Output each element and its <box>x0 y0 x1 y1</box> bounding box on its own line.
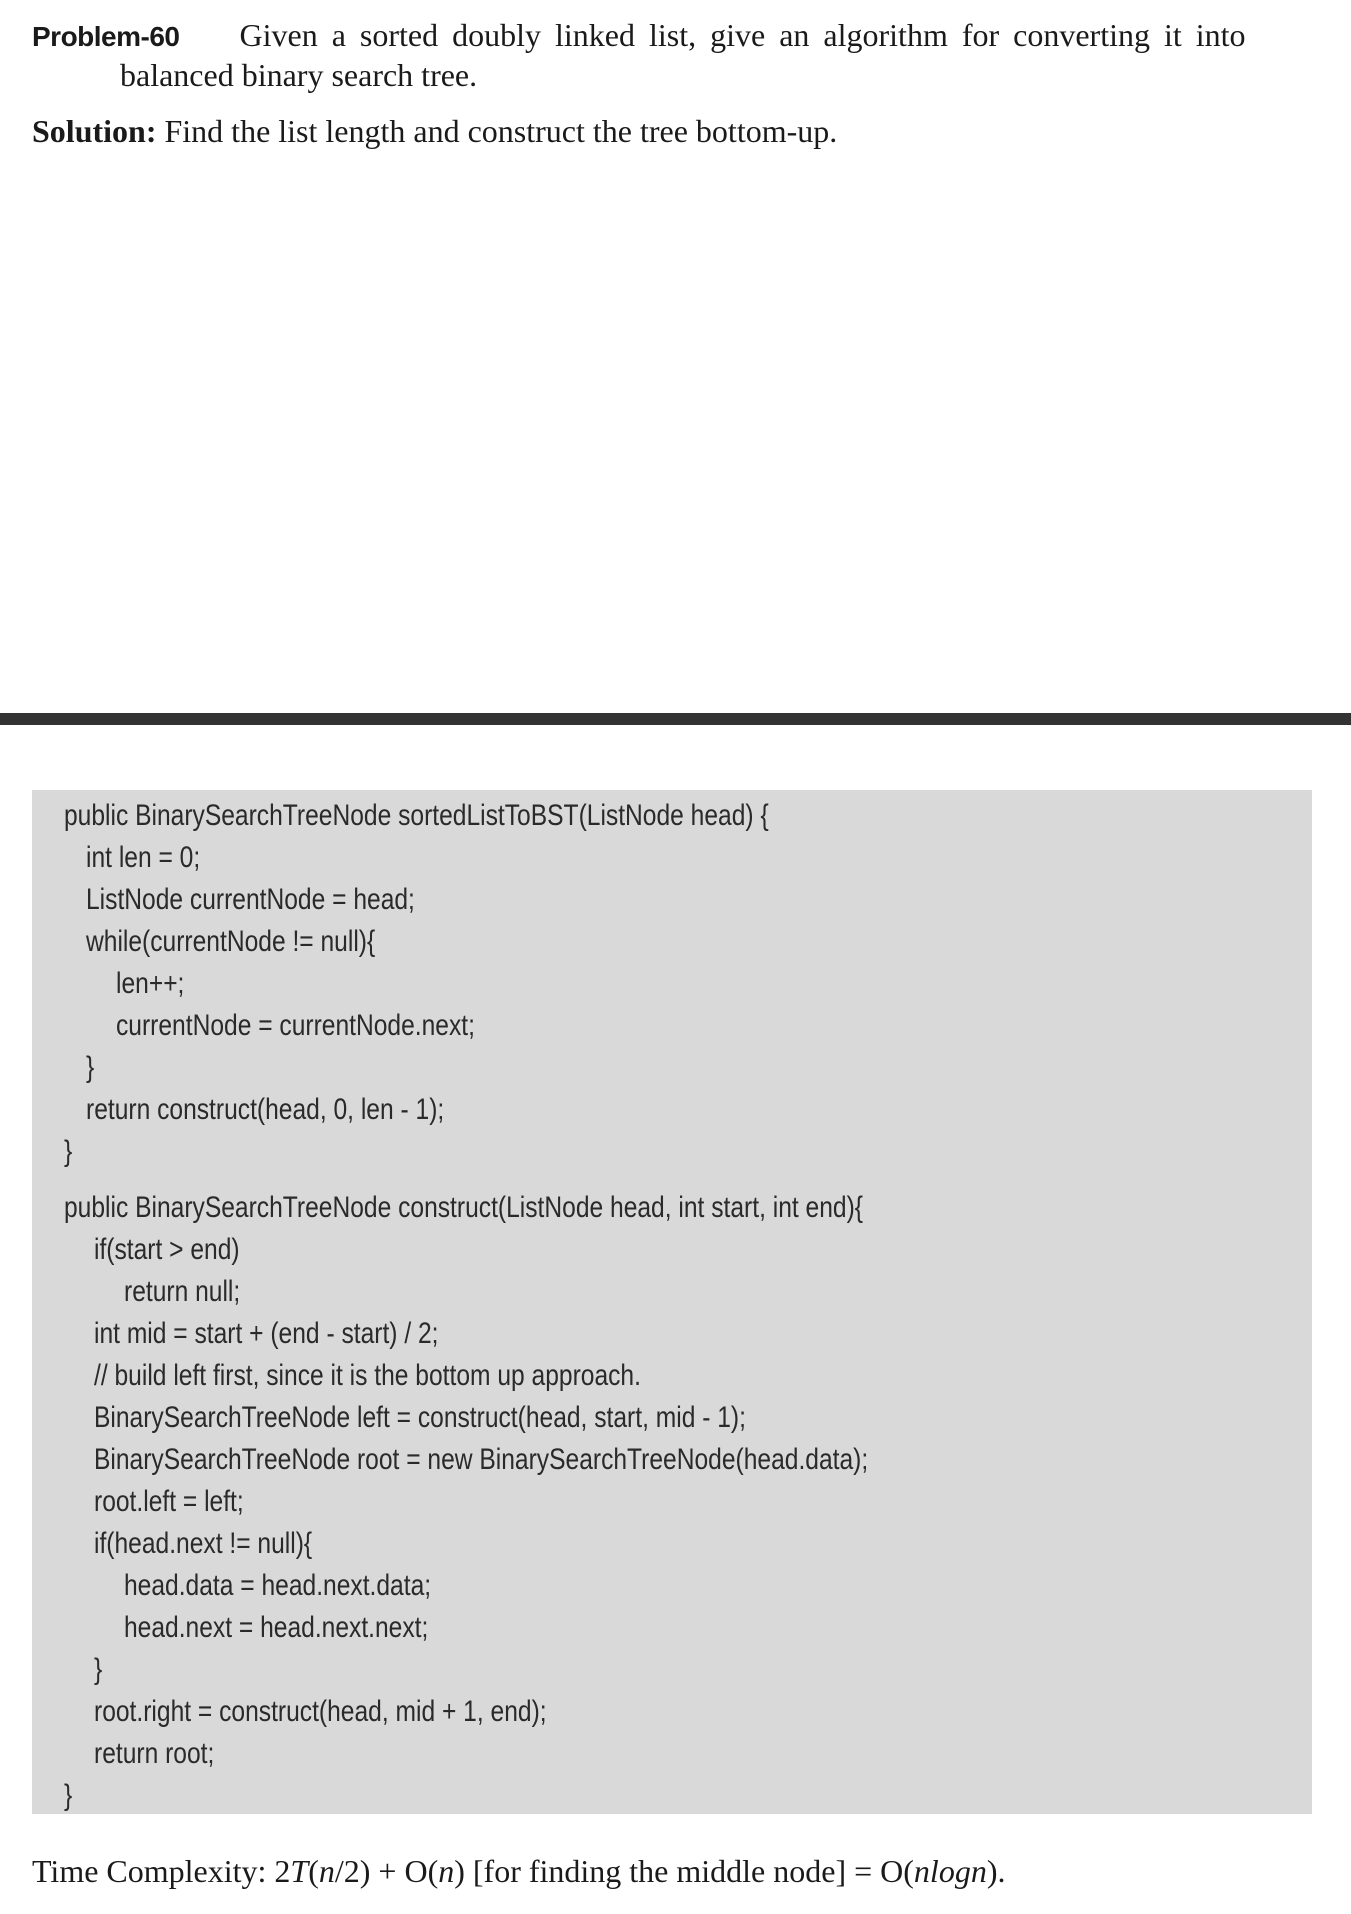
code-line: } <box>86 1051 95 1084</box>
code-line: int len = 0; <box>86 841 201 874</box>
code-line: } <box>94 1653 103 1686</box>
solution-statement <box>32 112 837 150</box>
code-line: BinarySearchTreeNode left = construct(head, start, mid - 1); <box>94 1401 746 1434</box>
footer-t: T <box>290 1853 309 1889</box>
code-line: ListNode currentNode = head; <box>86 883 415 916</box>
footer-mid: /2) + O( <box>334 1853 439 1889</box>
page-divider <box>0 713 1351 725</box>
problem-text-line1: Given a sorted doubly linked list, give an algorithm for converting it into <box>239 17 1246 53</box>
code-line: } <box>64 1135 73 1168</box>
code-line: return construct(head, 0, len - 1); <box>86 1093 445 1126</box>
code-line: public BinarySearchTreeNode construct(ListNode head, int start, int end){ <box>64 1191 864 1224</box>
problem-statement <box>32 16 1312 94</box>
time-complexity <box>32 1852 1005 1890</box>
code-line: if(start > end) <box>94 1233 240 1266</box>
code-line: while(currentNode != null){ <box>86 925 376 958</box>
code-line: len++; <box>116 967 185 1000</box>
footer-suffix: ) [for finding the middle node] = O( <box>454 1853 914 1889</box>
problem-label: Problem-60 <box>32 21 180 52</box>
code-line: return null; <box>124 1275 241 1308</box>
problem-text-line2: balanced binary search tree. <box>120 57 478 93</box>
code-line: head.data = head.next.data; <box>124 1569 432 1602</box>
code-line: head.next = head.next.next; <box>124 1611 429 1644</box>
code-line: currentNode = currentNode.next; <box>116 1009 475 1042</box>
footer-nlogn: nlogn <box>913 1853 987 1889</box>
code-line: } <box>64 1779 73 1812</box>
footer-n2: n <box>438 1853 455 1889</box>
solution-label: Solution: <box>32 113 157 149</box>
code-block <box>32 790 1312 1814</box>
code-line: BinarySearchTreeNode root = new BinarySearchTreeNode(head.data); <box>94 1443 869 1476</box>
code-line: root.left = left; <box>94 1485 244 1518</box>
code-line: return root; <box>94 1737 215 1770</box>
footer-paren: ( <box>308 1853 319 1889</box>
code-line: root.right = construct(head, mid + 1, end); <box>94 1695 547 1728</box>
code-line: if(head.next != null){ <box>94 1527 313 1560</box>
code-line: public BinarySearchTreeNode sortedListToBST(ListNode head) { <box>64 799 769 832</box>
footer-n1: n <box>318 1853 335 1889</box>
code-line: int mid = start + (end - start) / 2; <box>94 1317 439 1350</box>
footer-end: ). <box>986 1853 1006 1889</box>
code-line: // build left first, since it is the bottom up approach. <box>94 1359 641 1392</box>
solution-text: Find the list length and construct the tree bottom-up. <box>164 113 838 149</box>
footer-prefix: Time Complexity: 2 <box>32 1853 291 1889</box>
